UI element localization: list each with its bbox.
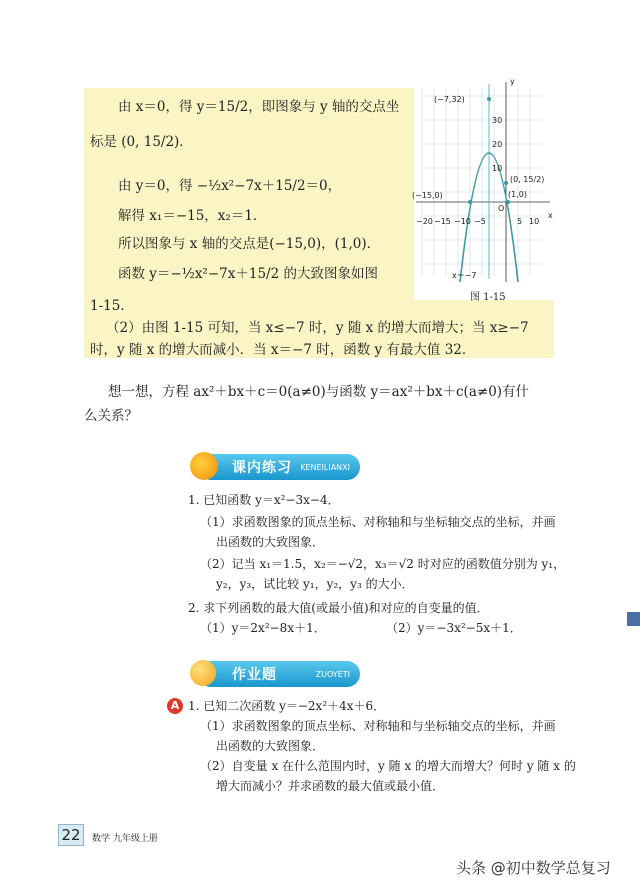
solution-line-2: 标是 (0, 15/2)． (90, 134, 193, 150)
solution-line-9: 时，y 随 x 的增大而减小．当 x＝−7 时，函数 y 有最大值 32． (90, 342, 476, 358)
y-tick-20: 20 (492, 140, 503, 149)
solution-line-3: 由 y＝0，得 −½x²−7x＋15/2＝0， (118, 178, 342, 194)
homework-line-2: （1）求函数图象的顶点坐标、对称轴和与坐标轴交点的坐标，并画 (200, 719, 556, 733)
left-root-point (468, 200, 472, 204)
solution-line-4: 解得 x₁＝−15，x₂＝1． (118, 208, 267, 224)
homework-line-1: 1. 已知二次函数 y＝−2x²＋4x＋6． (188, 699, 386, 713)
x-axis-label: x (548, 211, 553, 220)
x-tick-5: 5 (517, 217, 523, 226)
symmetry-axis-label: x＝−7 (452, 271, 477, 280)
figure-caption: 图 1-15 (470, 292, 506, 303)
x-tick-neg10: −10 (454, 217, 471, 226)
watermark: 头条 @初中数学总复习 (456, 859, 611, 877)
vertex-label: (−7,32) (434, 95, 465, 104)
y-tick-10: 10 (492, 164, 503, 173)
x-tick-neg20: −20 (416, 217, 433, 226)
homework-line-4: （2）自变量 x 在什么范围内时，y 随 x 的增大而增大？何时 y 随 x 的 (200, 759, 576, 773)
y-intercept-label: (0, 15/2) (510, 175, 545, 184)
ball-icon (190, 660, 216, 686)
origin-label: O (498, 204, 505, 213)
x-tick-neg15: −15 (434, 217, 451, 226)
book-title: 数学 九年级上册 (92, 834, 158, 844)
x-tick-neg5: −5 (474, 217, 486, 226)
practice-line-6: 2. 求下列函数的最大值(或最小值)和对应的自变量的值． (188, 601, 489, 615)
homework-line-5: 增大而减小？并求函数的最大值或最小值． (216, 779, 445, 793)
parabola-figure (412, 74, 562, 294)
right-root-label: (1,0) (508, 190, 527, 199)
side-tab-marker (627, 612, 640, 626)
think-line-1: 想一想，方程 ax²＋bx＋c＝0(a≠0)与函数 y＝ax²＋bx＋c(a≠0)有什 (108, 384, 530, 400)
vertex-point (487, 97, 491, 101)
homework-title: 作业题 (232, 667, 277, 683)
practice-line-7: （1）y＝2x²−8x＋1． (200, 621, 326, 635)
right-root-point (506, 200, 510, 204)
homework-subtitle: ZUOYETI (315, 670, 350, 679)
solution-line-6: 函数 y＝−½x²−7x＋15/2 的大致图象如图 (118, 266, 378, 282)
sun-icon (190, 452, 218, 480)
solution-line-7: 1-15． (90, 298, 134, 314)
practice-subtitle: KENEILIANXI (300, 463, 350, 472)
practice-title: 课内练习 (232, 460, 292, 476)
page-number: 22 (58, 824, 84, 846)
practice-line-4: （2）记当 x₁＝1.5，x₂＝−√2，x₃＝√2 时对应的函数值分别为 y₁， (200, 557, 566, 571)
left-root-label: (−15,0) (412, 191, 443, 200)
homework-banner (198, 661, 360, 687)
practice-line-1: 1. 已知函数 y＝x²−3x−4． (188, 493, 340, 507)
y-tick-30: 30 (492, 116, 503, 125)
practice-line-3: 出函数的大致图象． (216, 535, 325, 549)
practice-line-8: （2）y＝−3x²−5x＋1． (386, 621, 522, 635)
level-a-badge: A (167, 698, 183, 714)
solution-line-8: （2）由图 1-15 可知，当 x≤−7 时，y 随 x 的增大而增大；当 x≥−7 (106, 320, 529, 336)
practice-line-2: （1）求函数图象的顶点坐标、对称轴和与坐标轴交点的坐标，并画 (200, 515, 556, 529)
think-line-2: 么关系？ (84, 408, 138, 424)
practice-banner (198, 454, 360, 480)
y-intercept-point (504, 181, 508, 185)
solution-line-5: 所以图象与 x 轴的交点是(−15,0)，(1,0)． (118, 236, 381, 252)
y-axis-label: y (510, 77, 515, 86)
practice-line-5: y₂，y₃，试比较 y₁，y₂，y₃ 的大小． (216, 577, 414, 591)
solution-line-1: 由 x＝0，得 y＝15/2，即图象与 y 轴的交点坐 (118, 99, 400, 115)
homework-line-3: 出函数的大致图象． (216, 739, 325, 753)
x-tick-10: 10 (529, 217, 540, 226)
